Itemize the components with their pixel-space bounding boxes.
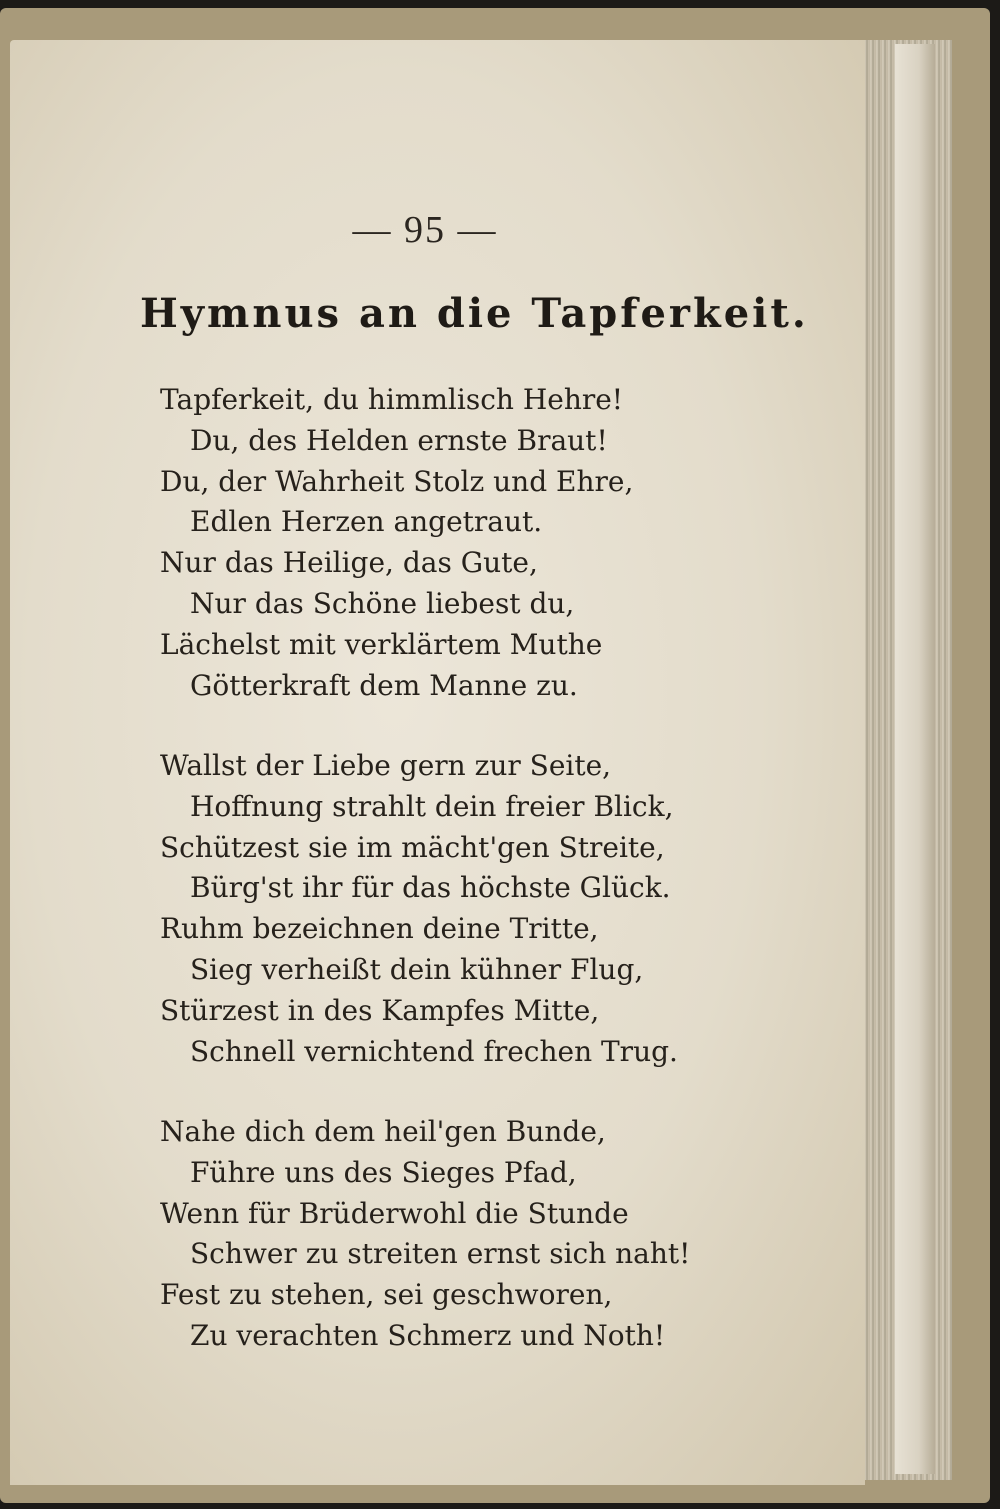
verse-line: Du, des Helden ernste Braut!	[190, 423, 608, 457]
verse-line: Sieg verheißt dein kühner Flug,	[190, 952, 644, 986]
verse-line: Stürzest in des Kampfes Mitte,	[160, 993, 600, 1027]
stanza	[160, 746, 720, 1072]
verse-line: Fest zu stehen, sei geschworen,	[160, 1278, 613, 1312]
verse-line: Lächelst mit verklärtem Muthe	[160, 627, 603, 661]
verse-line: Hoffnung strahlt dein freier Blick,	[190, 789, 674, 823]
verse-line: Schnell vernichtend frechen Trug.	[190, 1034, 678, 1068]
verse-line: Schützest sie im mächt'gen Streite,	[160, 830, 665, 864]
verse-line: Nur das Schöne liebest du,	[190, 586, 575, 620]
verse-line: Bürg'st ihr für das höchste Glück.	[190, 871, 671, 905]
stanza	[160, 1112, 720, 1357]
verse-line: Du, der Wahrheit Stolz und Ehre,	[160, 464, 634, 498]
verse-line: Zu verachten Schmerz und Noth!	[190, 1318, 666, 1352]
verse-line: Wallst der Liebe gern zur Seite,	[160, 749, 612, 782]
next-page-edge	[895, 44, 935, 1474]
verse-line: Edlen Herzen angetraut.	[190, 505, 543, 539]
verse-line: Nahe dich dem heil'gen Bunde,	[160, 1115, 606, 1148]
verse-line: Schwer zu streiten ernst sich naht!	[190, 1237, 691, 1271]
poem-title: Hymnus an die Tapferkeit.	[140, 290, 809, 337]
verse-line: Götterkraft dem Manne zu.	[190, 668, 578, 702]
verse-line: Ruhm bezeichnen deine Tritte,	[160, 912, 599, 946]
stanza	[160, 380, 720, 706]
page-number: — 95 —	[352, 209, 498, 251]
verse-line: Nur das Heilige, das Gute,	[160, 546, 538, 580]
verse-line: Führe uns des Sieges Pfad,	[190, 1155, 577, 1189]
verse-line: Tapferkeit, du himmlisch Hehre!	[160, 383, 624, 416]
verse-line: Wenn für Brüderwohl die Stunde	[160, 1196, 629, 1230]
book-page	[10, 40, 865, 1485]
